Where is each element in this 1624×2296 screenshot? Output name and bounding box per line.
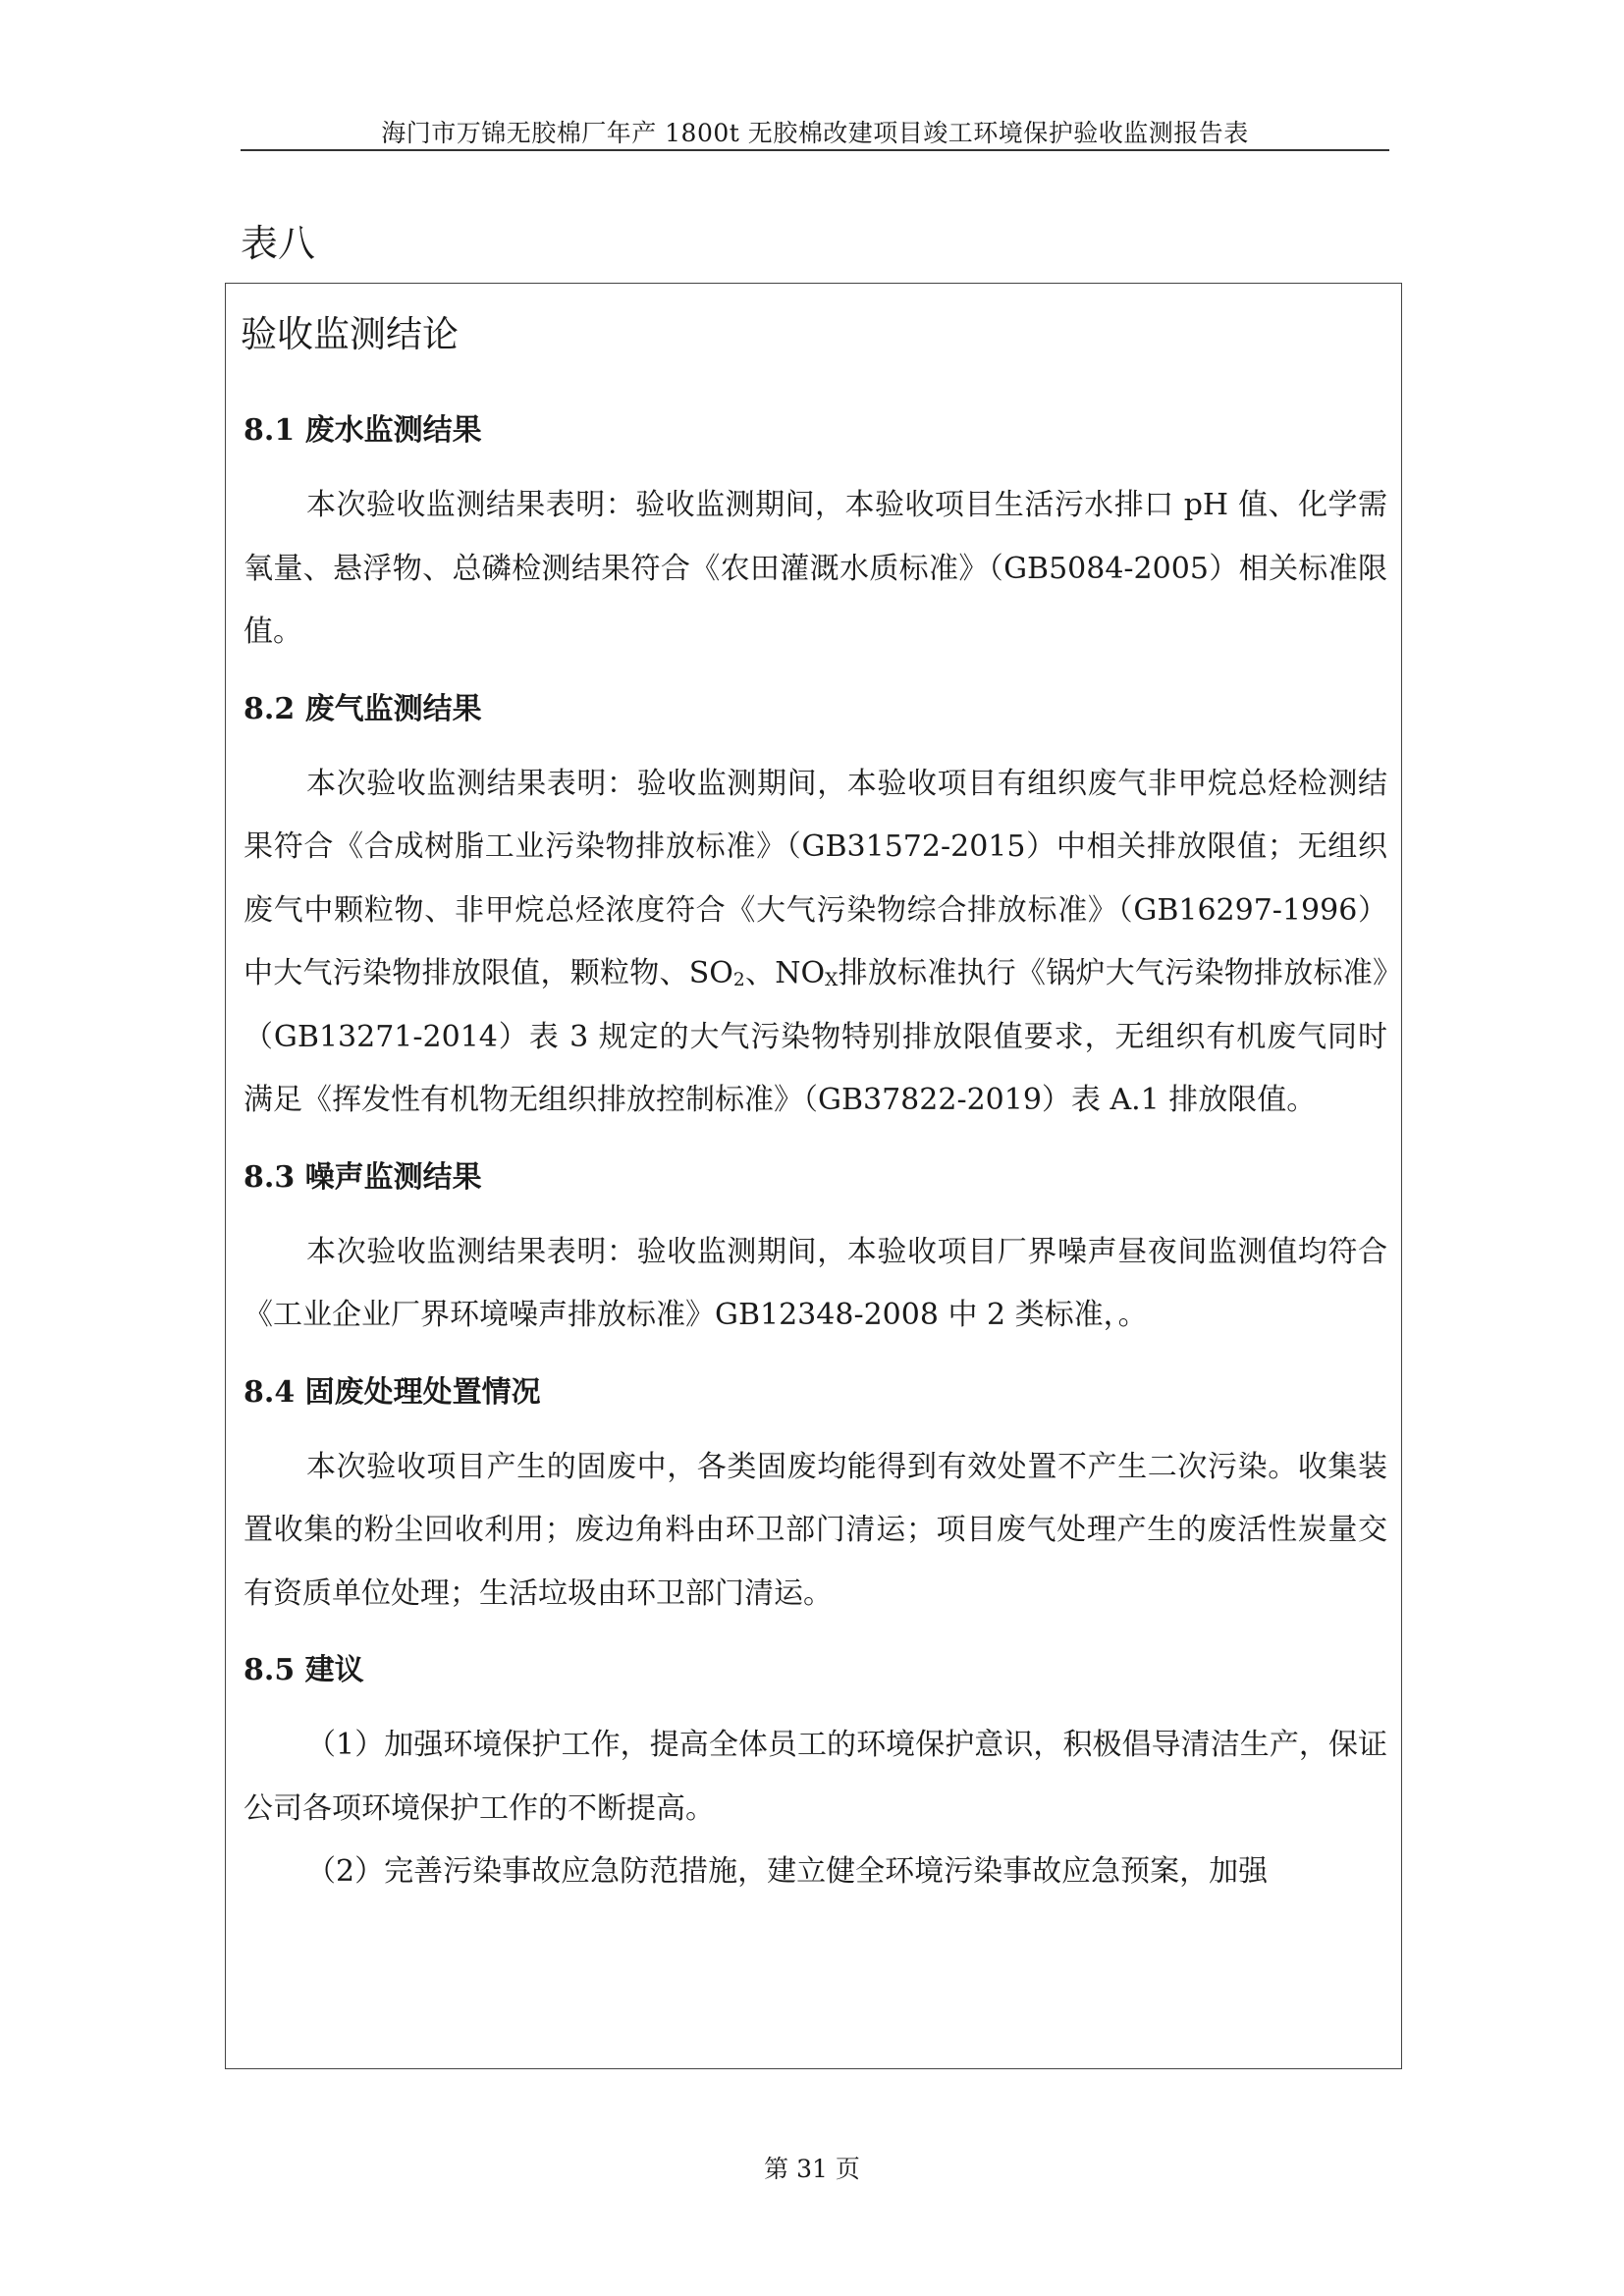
conclusion-frame — [225, 283, 1402, 2069]
section-title: 验收监测结论 — [241, 313, 459, 355]
exhaust-text-part1: 本次验收监测结果表明：验收监测期间，本验收项目有组织废气非甲烷总烃检测结果符合《合成树脂工业污染物排放标准》（GB31572-2015）中相关排放限值；无组织废气中颗粒物、非甲烷总烃浓度符合《大气污染物综合排放标准》（GB16297-1996）中大气污染物排放限值，颗粒物、 — [244, 766, 1387, 990]
exhaust-text-part2: 排放标准执行《锅炉大气污染物排放标准》（GB13271-2014）表 3 规定的大气污染物特别排放限值要求，无组织有机废气同时满足《挥发性有机物无组织排放控制标准》（GB37822-2019）表 A.1 排放限值。 — [244, 956, 1388, 1117]
heading-solid-waste: 8.4 固废处理处置情况 — [244, 1374, 541, 1410]
paragraph-noise: 本次验收监测结果表明：验收监测期间，本验收项目厂界噪声昼夜间监测值均符合《工业企业厂界环境噪声排放标准》GB12348-2008 中 2 类标准，。 — [244, 1234, 1387, 1332]
paragraph-solid-waste: 本次验收项目产生的固废中，各类固废均能得到有效处置不产生二次污染。收集装置收集的粉尘回收利用；废边角料由环卫部门清运；项目废气处理产生的废活性炭量交有资质单位处理；生活垃圾由环卫部门清运。 — [244, 1449, 1387, 1611]
heading-suggestions: 8.5 建议 — [244, 1653, 364, 1687]
table-label: 表八 — [241, 222, 316, 265]
page-number: 第 31 页 — [764, 2155, 860, 2183]
report-header-title: 海门市万锦无胶棉厂年产 1800t 无胶棉改建项目竣工环境保护验收监测报告表 — [381, 119, 1249, 147]
heading-exhaust-gas: 8.2 废气监测结果 — [244, 691, 482, 726]
paragraph-wastewater: 本次验收监测结果表明：验收监测期间，本验收项目生活污水排口 pH 值、化学需氧量、悬浮物、总磷检测结果符合《农田灌溉水质标准》（GB5084-2005）相关标准限值。 — [244, 488, 1387, 649]
suggestion-item-1: （1）加强环境保护工作，提高全体员工的环境保护意识，积极倡导清洁生产，保证公司各项环境保护工作的不断提高。 — [244, 1728, 1387, 1826]
heading-noise: 8.3 噪声监测结果 — [244, 1159, 482, 1195]
nox-formula: $NO_X$ — [775, 956, 839, 990]
conclusion-content — [244, 400, 1387, 1904]
formula-separator: 、 — [744, 956, 776, 990]
so2-formula: $SO_2$ — [688, 956, 745, 990]
heading-wastewater: 8.1 废水监测结果 — [244, 413, 482, 448]
paragraph-exhaust-gas — [244, 753, 1387, 1133]
header-divider — [241, 149, 1389, 151]
suggestion-item-2: （2）完善污染事故应急防范措施，建立健全环境污染事故应急预案，加强 — [306, 1854, 1269, 1889]
